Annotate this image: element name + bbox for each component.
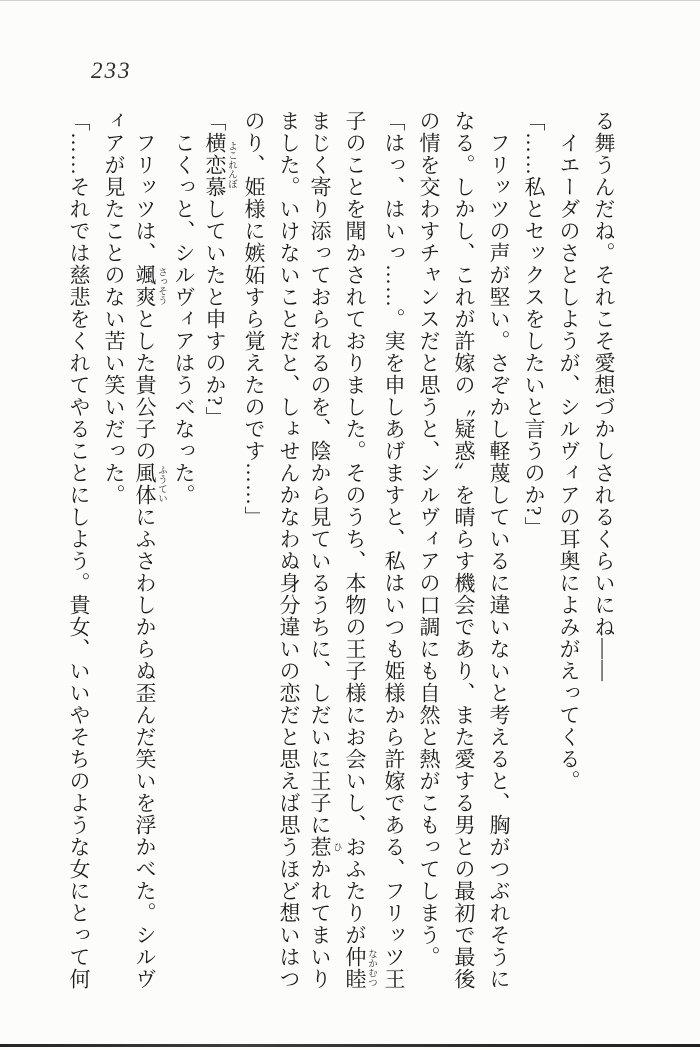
text-column: 「……それでは慈悲をくれてやることにしよう。貴女、いいやそちのような女にとって何: [67, 110, 91, 990]
text-column: 「はっ、はいっ……。実を申しあげますと、私はいつも姫様から許嫁である、フリッツ王: [382, 110, 406, 990]
text-column: 「……私とセックスをしたいと言うのか?」: [522, 110, 546, 539]
page-number: 233: [91, 58, 132, 83]
text-column: ィアが見たことのない苦い笑いだった。: [102, 110, 126, 506]
text-column: のり、姫様に嫉妬すら覚えたのです……」: [242, 110, 266, 528]
text-column: ました。いけないことだと、しょせんかなわぬ身分違いの恋だと思えば思うほど想いはつ: [277, 110, 301, 990]
text-block: [61, 110, 621, 990]
text-column: る舞うんだね。それこそ愛想づかしされるくらいにね——: [592, 110, 616, 682]
text-column: 子のことを聞かされておりました。そのうち、本物の王子様にお会いし、おふたりが仲睦 なかむつ: [343, 110, 376, 990]
text-column: まじく寄り添っておられるのを、陰から見ているうちに、しだいに王子に惹 ひかれてまいり: [308, 110, 341, 990]
text-column: こくっと、シルヴィアはうべなった。: [172, 132, 196, 506]
text-column: フリッツの声が堅い。さぞかし軽蔑しているに違いないと考えると、胸がつぶれそうに: [487, 132, 511, 990]
text-column: イエーダのさとしようが、シルヴィアの耳奥によみがえってくる。: [557, 132, 581, 792]
text-column: フリッツは、颯爽 さっそうとした貴公子の風体 ふうていにふさわしからぬ歪んだ笑いを浮かべた。シルヴ: [133, 132, 166, 990]
scan-edge-top: [0, 0, 700, 1]
scan-edge-bottom: [0, 1044, 700, 1047]
text-column: の情を交わすチャンスだと思うと、シルヴィアの口調にも自然と熱がこもってしまう。: [417, 110, 441, 968]
text-column: なる。しかし、これが許嫁の〝疑惑〟を晴らす機会であり、また愛する男との最初で最後: [452, 110, 476, 990]
text-column: 「横恋慕 よこれんぼしていたと申すのか?」: [203, 110, 236, 429]
